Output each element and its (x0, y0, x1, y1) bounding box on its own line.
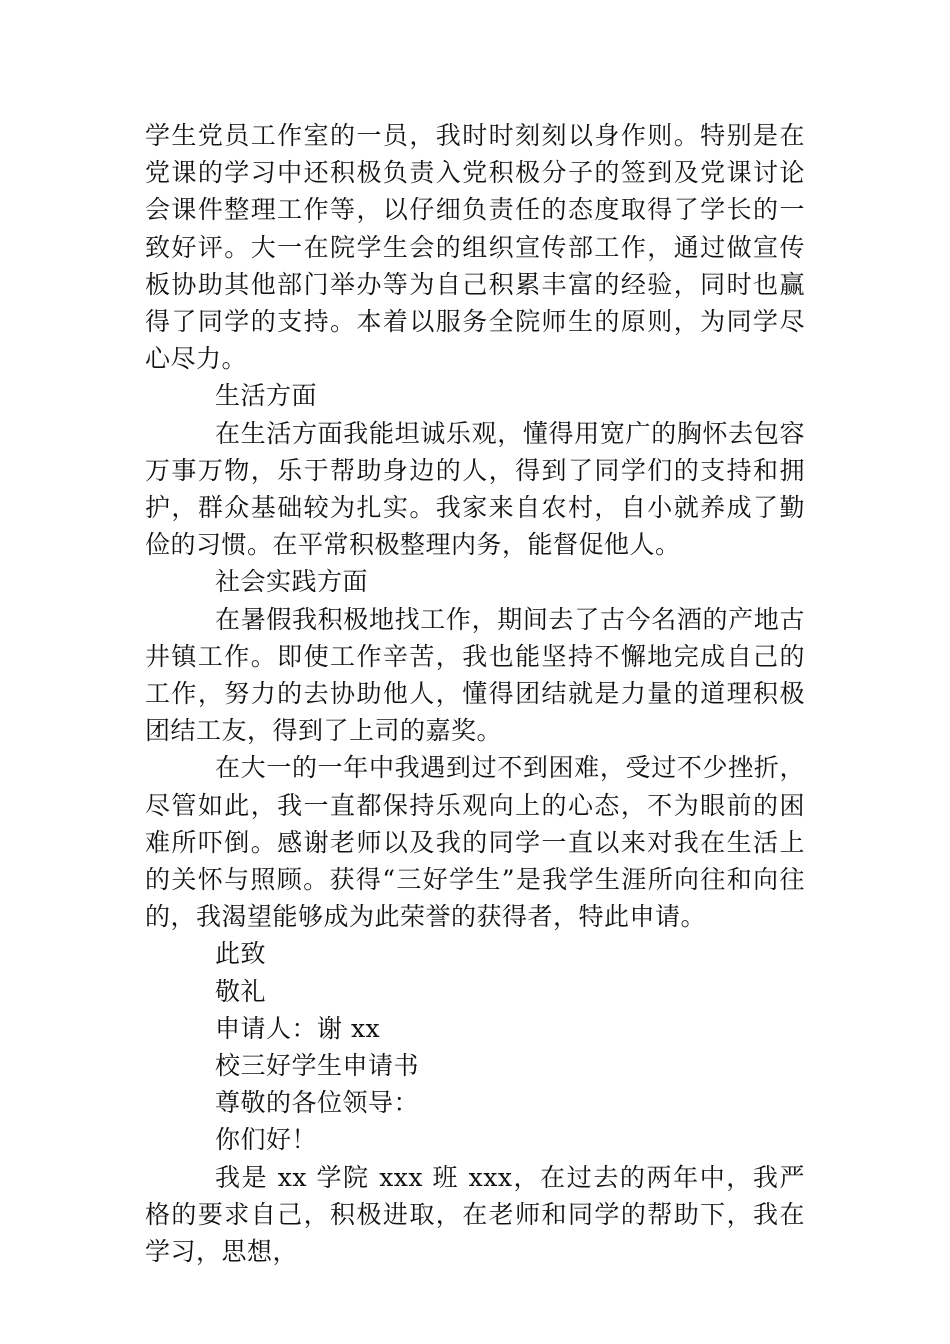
paragraph-student-work: 学生党员工作室的一员，我时时刻刻以身作则。特别是在党课的学习中还积极负责入党积极分子的签到及党课讨论会课件整理工作等，以仔细负责任的态度取得了学长的一致好评。大一在院学生会的组织宣传部工作，通过做宣传板协助其他部门举办等为自己积累丰富的经验，同时也赢得了同学的支持。本着以服务全院师生的原则，为同学尽心尽力。 (145, 121, 805, 374)
heading-life: 生活方面 (215, 381, 318, 411)
document-body (145, 117, 805, 1270)
closing-salutation: 此致 (215, 939, 267, 969)
document-title: 校三好学生申请书 (215, 1051, 420, 1081)
paragraph-social-practice: 在暑假我积极地找工作，期间去了古今名酒的产地古井镇工作。即使工作辛苦，我也能坚持不懈地完成自己的工作，努力的去协助他人，懂得团结就是力量的道理积极团结工友，得到了上司的嘉奖。 (145, 604, 805, 746)
greeting-leaders: 尊敬的各位领导： (215, 1088, 420, 1118)
paragraph-introduction: 我是 xx 学院 xxx 班 xxx，在过去的两年中，我严格的要求自己，积极进取，在老师和同学的帮助下，我在学习，思想， (145, 1162, 805, 1267)
paragraph-conclusion: 在大一的一年中我遇到过不到困难，受过不少挫折，尽管如此，我一直都保持乐观向上的心态，不为眼前的困难所吓倒。感谢老师以及我的同学一直以来对我在生活上的关怀与照顾。获得“三好学生”是我学生涯所向往和向往的，我渴望能够成为此荣誉的获得者，特此申请。 (145, 753, 805, 932)
heading-social-practice: 社会实践方面 (215, 567, 369, 597)
greeting-hello: 你们好！ (215, 1125, 318, 1155)
paragraph-life: 在生活方面我能坦诚乐观，懂得用宽广的胸怀去包容万事万物，乐于帮助身边的人，得到了同学们的支持和拥护，群众基础较为扎实。我家来自农村，自小就养成了勤俭的习惯。在平常积极整理内务，能督促他人。 (145, 418, 805, 560)
applicant-signature: 申请人：谢 xx (215, 1013, 381, 1043)
closing-regards: 敬礼 (215, 976, 267, 1006)
